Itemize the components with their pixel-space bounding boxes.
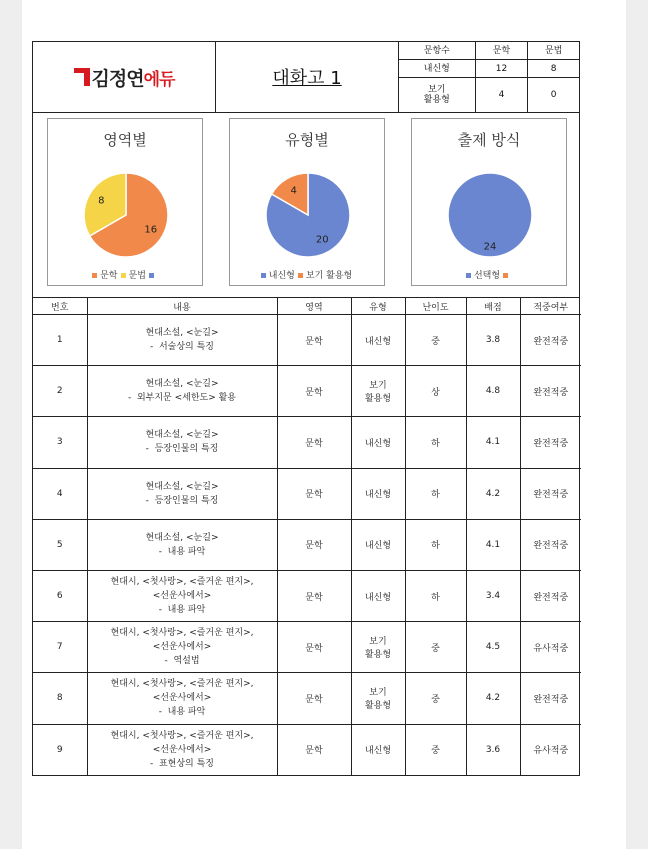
legend-item — [121, 271, 147, 281]
logo-cell — [33, 42, 216, 112]
cell-number — [33, 417, 87, 468]
cell-type-text: 내신형 — [364, 592, 392, 603]
cell-area — [277, 570, 351, 621]
cell-hit — [520, 468, 581, 519]
cell-type — [351, 366, 405, 417]
cell-area-text: 문학 — [305, 694, 323, 705]
col-header-number: 번호 — [33, 298, 87, 315]
pie-chart-method — [411, 118, 567, 286]
stats-row-label: 내신형 — [399, 60, 475, 78]
chart-legend — [412, 268, 566, 281]
cell-hit-text: 유사적중 — [533, 746, 569, 757]
cell-number-text: 2 — [56, 386, 63, 397]
cell-score — [466, 315, 520, 366]
cell-area-text: 문학 — [305, 490, 323, 501]
cell-score-text: 4.1 — [485, 539, 501, 550]
cell-hit-text: 완전적중 — [533, 490, 569, 501]
stats-col-header: 문학 — [475, 42, 528, 60]
cell-area-text: 문학 — [305, 438, 323, 449]
legend-label: 내신형 — [268, 271, 295, 281]
cell-difficulty — [405, 519, 466, 570]
stats-value: 12 — [475, 60, 528, 78]
cell-difficulty — [405, 622, 466, 673]
logo-mark-icon — [74, 68, 90, 86]
chart-legend — [230, 268, 384, 281]
cell-hit-text: 완전적중 — [533, 541, 569, 552]
legend-swatch-icon — [261, 273, 266, 278]
cell-score — [466, 468, 520, 519]
cell-score-text: 4.2 — [485, 488, 501, 499]
cell-difficulty-text: 중 — [431, 694, 440, 705]
cell-hit — [520, 315, 581, 366]
question-count-table — [399, 42, 579, 112]
cell-score — [466, 673, 520, 724]
legend-item — [503, 271, 512, 281]
cell-hit-text: 유사적중 — [533, 643, 569, 654]
cell-number-text: 9 — [56, 744, 63, 755]
cell-type-text: 보기 활용형 — [364, 637, 392, 661]
cell-content-text: 현대시, <첫사랑>, <즐거운 편지>, <선운사에서> - 내용 파악 — [110, 679, 254, 718]
cell-number-text: 4 — [56, 488, 63, 499]
cell-difficulty-text: 중 — [431, 746, 440, 757]
legend-item — [92, 271, 118, 281]
cell-area-text: 문학 — [305, 592, 323, 603]
cell-content — [87, 724, 277, 775]
stats-row-label-text: 보기 활용형 — [423, 85, 450, 106]
legend-item — [149, 271, 158, 281]
table-row — [33, 366, 581, 417]
table-row — [33, 570, 581, 621]
cell-type-text: 보기 활용형 — [364, 688, 392, 712]
charts-section — [32, 112, 580, 298]
cell-type — [351, 468, 405, 519]
cell-content — [87, 417, 277, 468]
legend-swatch-icon — [149, 273, 154, 278]
chart-legend — [48, 268, 202, 281]
logo-text-main: 김정연 — [91, 67, 144, 90]
table-row — [33, 622, 581, 673]
legend-swatch-icon — [466, 273, 471, 278]
cell-content — [87, 468, 277, 519]
cell-area — [277, 366, 351, 417]
cell-content — [87, 315, 277, 366]
cell-area — [277, 673, 351, 724]
cell-type-text: 보기 활용형 — [364, 381, 392, 405]
stats-value: 8 — [528, 60, 579, 78]
col-header-hit: 적중여부 — [520, 298, 581, 315]
table-row — [33, 417, 581, 468]
stats-row — [399, 60, 579, 78]
cell-number — [33, 570, 87, 621]
pie-chart-area — [47, 118, 203, 286]
stats-col-header: 문법 — [528, 42, 579, 60]
pie-chart-type — [229, 118, 385, 286]
cell-number — [33, 724, 87, 775]
cell-hit-text: 완전적중 — [533, 592, 569, 603]
cell-hit — [520, 519, 581, 570]
cell-difficulty — [405, 724, 466, 775]
table-header-row — [33, 298, 581, 315]
cell-type-text: 내신형 — [364, 490, 392, 501]
cell-content-text: 현대시, <첫사랑>, <즐거운 편지>, <선운사에서> - 내용 파악 — [110, 577, 254, 616]
cell-number-text: 1 — [56, 335, 63, 346]
chart-title: 영역별 — [103, 131, 147, 149]
table-row — [33, 468, 581, 519]
cell-content-text: 현대소설, <눈길> - 외부지문 <세한도> 활용 — [127, 379, 237, 404]
col-header-content: 내용 — [87, 298, 277, 315]
cell-number-text: 3 — [56, 437, 63, 448]
legend-label: 문법 — [128, 271, 146, 281]
cell-number-text: 7 — [56, 642, 63, 653]
pie-chart-svg — [412, 119, 568, 287]
legend-item — [298, 271, 353, 281]
cell-score — [466, 570, 520, 621]
cell-number — [33, 622, 87, 673]
cell-area — [277, 622, 351, 673]
cell-content — [87, 366, 277, 417]
cell-type-text: 내신형 — [364, 541, 392, 552]
cell-difficulty-text: 중 — [431, 336, 440, 347]
cell-type — [351, 417, 405, 468]
cell-type — [351, 724, 405, 775]
legend-swatch-icon — [298, 273, 303, 278]
report-header — [32, 41, 580, 113]
legend-swatch-icon — [503, 273, 508, 278]
cell-area-text: 문학 — [305, 387, 323, 398]
cell-difficulty — [405, 417, 466, 468]
cell-score — [466, 724, 520, 775]
table-row — [33, 519, 581, 570]
cell-difficulty-text: 중 — [431, 643, 440, 654]
cell-hit — [520, 417, 581, 468]
cell-area-text: 문학 — [305, 336, 323, 347]
cell-score-text: 4.1 — [485, 437, 501, 448]
cell-difficulty — [405, 468, 466, 519]
cell-area — [277, 468, 351, 519]
cell-area — [277, 417, 351, 468]
brand-logo — [74, 64, 175, 91]
table-row — [33, 673, 581, 724]
cell-type — [351, 570, 405, 621]
pie-data-label: 8 — [98, 195, 105, 207]
cell-hit-text: 완전적중 — [533, 336, 569, 347]
cell-area — [277, 519, 351, 570]
cell-area-text: 문학 — [305, 643, 323, 654]
cell-score-text: 4.8 — [485, 386, 501, 397]
cell-content — [87, 519, 277, 570]
cell-area — [277, 724, 351, 775]
legend-swatch-icon — [121, 273, 126, 278]
cell-difficulty — [405, 315, 466, 366]
cell-content — [87, 622, 277, 673]
table-row — [33, 724, 581, 775]
cell-difficulty-text: 하 — [431, 541, 440, 552]
cell-difficulty-text: 상 — [431, 387, 440, 398]
cell-difficulty — [405, 673, 466, 724]
cell-score-text: 4.2 — [485, 693, 501, 704]
legend-swatch-icon — [92, 273, 97, 278]
cell-type-text: 내신형 — [364, 746, 392, 757]
cell-hit — [520, 673, 581, 724]
pie-data-label: 20 — [315, 234, 329, 246]
cell-score-text: 3.4 — [485, 591, 501, 602]
cell-score-text: 3.6 — [485, 744, 501, 755]
cell-score — [466, 622, 520, 673]
cell-number — [33, 519, 87, 570]
cell-score — [466, 366, 520, 417]
pie-data-label: 4 — [290, 185, 297, 197]
question-table — [32, 297, 580, 776]
col-header-difficulty: 난이도 — [405, 298, 466, 315]
cell-content — [87, 570, 277, 621]
title-cell — [216, 42, 399, 112]
cell-type-text: 내신형 — [364, 336, 392, 347]
cell-content-text: 현대시, <첫사랑>, <즐거운 편지>, <선운사에서> - 역설법 — [110, 628, 254, 667]
pie-chart-svg — [230, 119, 386, 287]
cell-number-text: 6 — [56, 591, 63, 602]
cell-content-text: 현대소설, <눈길> - 등장인물의 특징 — [145, 430, 219, 455]
table-row — [33, 315, 581, 366]
cell-number-text: 8 — [56, 693, 63, 704]
cell-content-text: 현대소설, <눈길> - 내용 파악 — [145, 532, 219, 557]
stats-row — [399, 78, 579, 112]
stats-value: 4 — [475, 78, 528, 112]
stats-value: 0 — [528, 78, 579, 112]
cell-content-text: 현대소설, <눈길> - 등장인물의 특징 — [145, 481, 219, 506]
cell-area — [277, 315, 351, 366]
cell-type — [351, 622, 405, 673]
cell-hit — [520, 622, 581, 673]
cell-difficulty-text: 하 — [431, 592, 440, 603]
cell-hit — [520, 724, 581, 775]
cell-hit — [520, 570, 581, 621]
cell-content-text: 현대시, <첫사랑>, <즐거운 편지>, <선운사에서> - 표현상의 특징 — [110, 730, 254, 769]
cell-number — [33, 315, 87, 366]
legend-item — [466, 271, 501, 281]
cell-number-text: 5 — [56, 539, 63, 550]
cell-score — [466, 519, 520, 570]
cell-hit-text: 완전적중 — [533, 438, 569, 449]
stats-header-row — [399, 42, 579, 60]
cell-score — [466, 417, 520, 468]
col-header-area: 영역 — [277, 298, 351, 315]
legend-label: 문학 — [100, 271, 118, 281]
cell-hit-text: 완전적중 — [533, 694, 569, 705]
cell-difficulty — [405, 570, 466, 621]
legend-label: 선택형 — [473, 271, 501, 281]
logo-text-edu: 에듀 — [143, 69, 175, 90]
col-header-score: 배점 — [466, 298, 520, 315]
cell-content — [87, 673, 277, 724]
cell-hit — [520, 366, 581, 417]
cell-difficulty — [405, 366, 466, 417]
cell-score-text: 4.5 — [485, 642, 501, 653]
stats-col-header: 문항수 — [399, 42, 475, 60]
legend-label: 보기 활용형 — [305, 271, 353, 281]
cell-difficulty-text: 하 — [431, 490, 440, 501]
cell-number — [33, 673, 87, 724]
cell-type — [351, 673, 405, 724]
cell-area-text: 문학 — [305, 541, 323, 552]
cell-number — [33, 468, 87, 519]
cell-score-text: 3.8 — [485, 335, 501, 346]
cell-number — [33, 366, 87, 417]
cell-type-text: 내신형 — [364, 438, 392, 449]
chart-title: 출제 방식 — [457, 131, 521, 149]
chart-title: 유형별 — [285, 131, 329, 149]
pie-data-label: 24 — [483, 241, 497, 253]
legend-item — [261, 271, 296, 281]
pie-chart-svg — [48, 119, 204, 287]
col-header-type: 유형 — [351, 298, 405, 315]
cell-type — [351, 315, 405, 366]
pie-data-label: 16 — [144, 224, 158, 236]
cell-type — [351, 519, 405, 570]
cell-difficulty-text: 하 — [431, 438, 440, 449]
cell-content-text: 현대소설, <눈길> - 서술상의 특징 — [145, 328, 219, 353]
stats-row-label — [399, 78, 475, 112]
cell-area-text: 문학 — [305, 746, 323, 757]
page-title: 대화고 1 — [272, 68, 342, 89]
cell-hit-text: 완전적중 — [533, 387, 569, 398]
